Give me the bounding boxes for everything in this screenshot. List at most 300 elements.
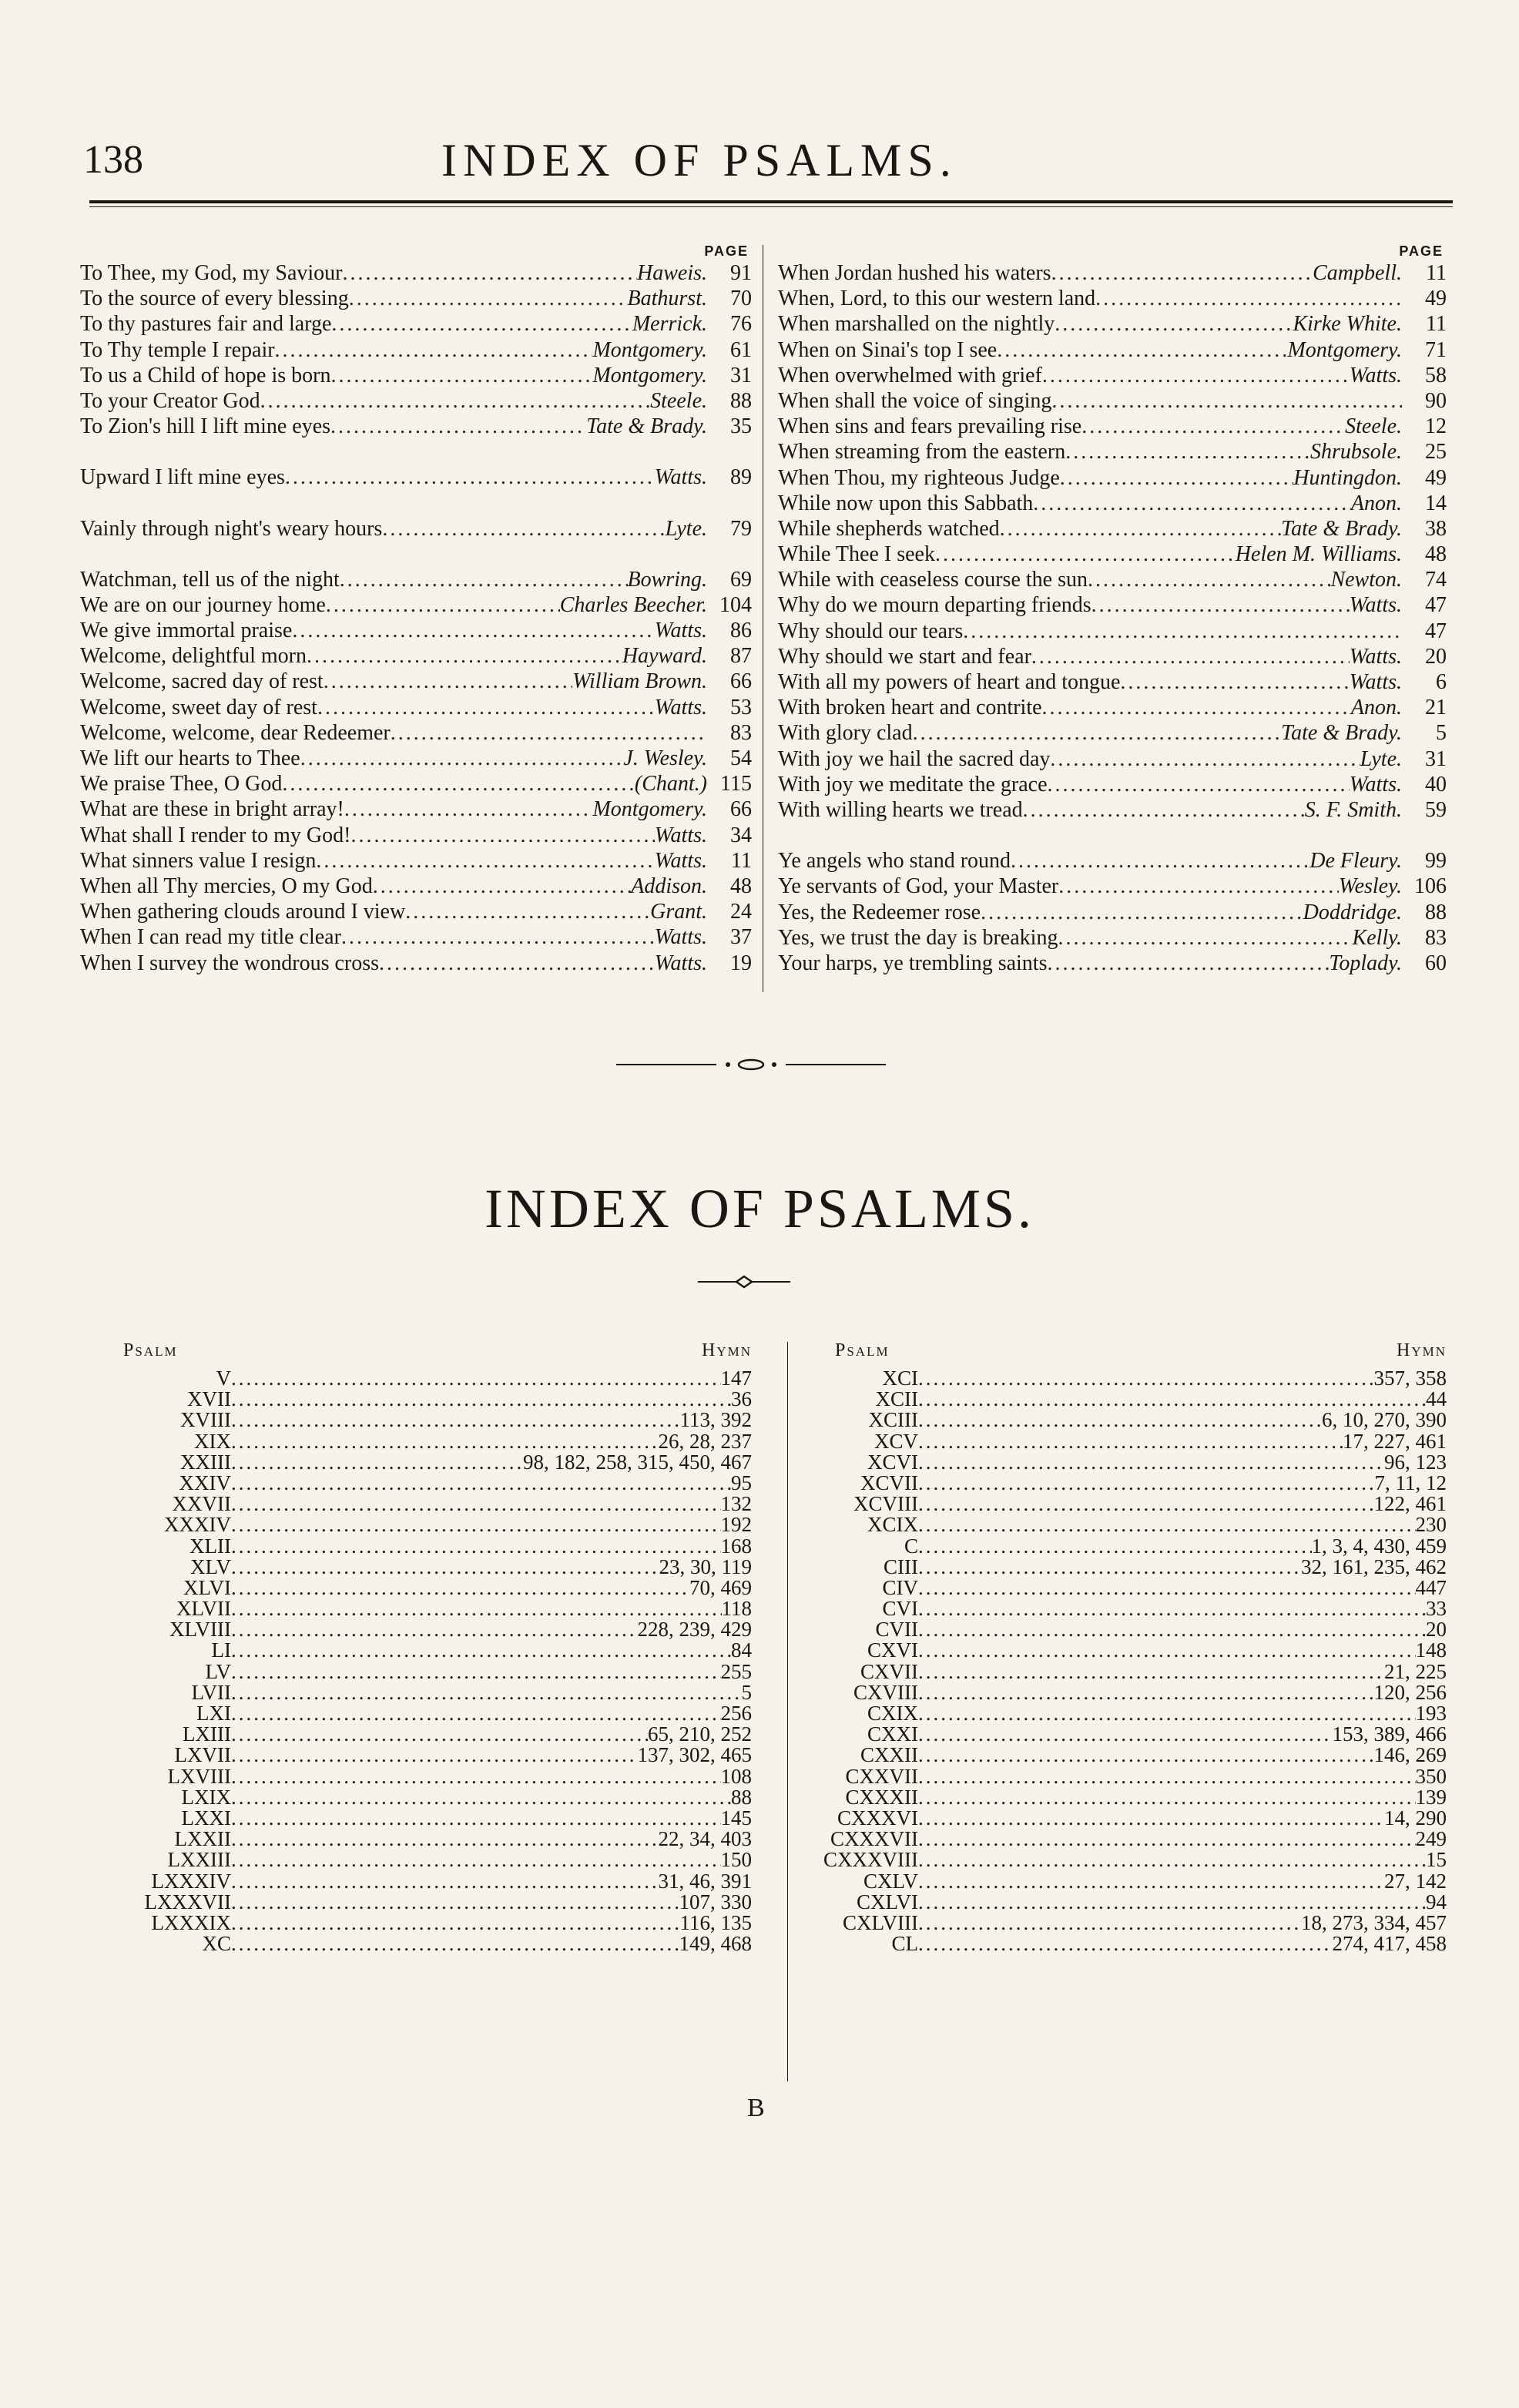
leader-dots bbox=[275, 337, 593, 363]
entry-author: Bowring. bbox=[627, 567, 707, 592]
entry-first-line: With glory clad bbox=[778, 721, 913, 746]
leader-dots bbox=[918, 1787, 1416, 1808]
leader-dots bbox=[231, 1662, 721, 1682]
leader-dots bbox=[997, 337, 1287, 363]
psalm-row bbox=[123, 1514, 752, 1535]
section-ornament bbox=[616, 1057, 886, 1072]
psalm-row bbox=[123, 1892, 752, 1913]
psalm-row bbox=[772, 1578, 1447, 1598]
leader-dots bbox=[1095, 286, 1402, 311]
hymn-numbers: 27, 142 bbox=[1384, 1870, 1447, 1892]
hymn-numbers: 150 bbox=[720, 1850, 752, 1871]
entry-first-line: While with ceaseless course the sun bbox=[778, 568, 1088, 592]
index-entry bbox=[80, 311, 752, 337]
psalm-number: CXXXVI bbox=[837, 1807, 918, 1829]
psalm-row bbox=[772, 1494, 1447, 1514]
entry-first-line: When all Thy mercies, O my God bbox=[80, 874, 373, 898]
hymn-numbers: 33 bbox=[1426, 1598, 1447, 1620]
leader-dots bbox=[918, 1640, 1416, 1661]
leader-dots bbox=[231, 1619, 638, 1640]
entry-first-line: When shall the voice of singing bbox=[778, 388, 1052, 413]
entry-page: 11 bbox=[731, 848, 752, 873]
index-entry bbox=[778, 772, 1447, 797]
leader-dots bbox=[231, 1389, 731, 1410]
hymn-numbers: 146, 269 bbox=[1373, 1745, 1447, 1766]
psalm-number: XLVII bbox=[176, 1598, 231, 1620]
hymn-numbers: 148 bbox=[1415, 1640, 1447, 1662]
entry-page: 19 bbox=[730, 951, 752, 975]
hymn-numbers: 255 bbox=[720, 1661, 752, 1682]
entry-author: Watts. bbox=[654, 619, 707, 643]
psalm-number: CVI bbox=[882, 1598, 918, 1620]
psalm-number: CXXXVII bbox=[830, 1829, 918, 1850]
psalm-number: LXXIII bbox=[167, 1850, 231, 1871]
index-entry bbox=[778, 619, 1447, 644]
leader-dots bbox=[1055, 311, 1293, 337]
index-entry bbox=[80, 848, 752, 874]
psalm-number: LXXXIV bbox=[151, 1870, 231, 1892]
psalm-number: XIX bbox=[194, 1430, 231, 1452]
entry-page: 49 bbox=[1425, 465, 1447, 490]
leader-dots bbox=[918, 1892, 1426, 1913]
psalm-row bbox=[772, 1808, 1447, 1829]
psalm-number: LXXII bbox=[174, 1829, 231, 1850]
entry-first-line: With all my powers of heart and tongue bbox=[778, 670, 1121, 694]
entry-page: 25 bbox=[1425, 440, 1447, 464]
entry-author: Watts. bbox=[1349, 363, 1402, 387]
index-entry bbox=[778, 414, 1447, 439]
entry-author: Watts. bbox=[654, 695, 707, 719]
entry-page: 74 bbox=[1425, 568, 1447, 592]
psalm-row bbox=[772, 1389, 1447, 1410]
leader-dots bbox=[918, 1389, 1426, 1410]
entry-author: Lyte. bbox=[1360, 746, 1402, 771]
entry-gap bbox=[80, 439, 752, 464]
leader-dots bbox=[231, 1766, 721, 1787]
page-header bbox=[83, 137, 1454, 191]
hymn-numbers: 18, 273, 334, 457 bbox=[1301, 1912, 1447, 1934]
leader-dots bbox=[282, 771, 635, 797]
leader-dots bbox=[307, 643, 622, 669]
psalm-row bbox=[772, 1933, 1447, 1954]
index-entry bbox=[778, 874, 1447, 899]
psalm-row bbox=[772, 1766, 1447, 1787]
psalm-number: LXVIII bbox=[167, 1766, 231, 1787]
index-entry bbox=[80, 951, 752, 976]
leader-dots bbox=[331, 311, 632, 337]
index-entry bbox=[778, 592, 1447, 618]
leader-dots bbox=[918, 1682, 1374, 1703]
index-entry bbox=[80, 643, 752, 669]
psalm-row bbox=[772, 1473, 1447, 1494]
entry-page: 90 bbox=[1425, 388, 1447, 413]
signature-mark: B bbox=[747, 2094, 765, 2122]
entry-author: Watts. bbox=[654, 465, 707, 490]
psalm-number: XVIII bbox=[180, 1410, 231, 1431]
leader-dots bbox=[340, 567, 628, 592]
psalm-row bbox=[772, 1368, 1447, 1389]
entry-author: Watts. bbox=[1349, 644, 1402, 669]
entry-first-line: When I can read my title clear bbox=[80, 925, 341, 950]
psalm-left-list bbox=[123, 1368, 752, 1954]
psalm-right-list bbox=[772, 1368, 1447, 1954]
entry-first-line: To Thy temple I repair bbox=[80, 337, 275, 362]
entry-gap bbox=[80, 491, 752, 516]
entry-first-line: Ye angels who stand round bbox=[778, 849, 1011, 874]
entry-page: 38 bbox=[1425, 516, 1447, 541]
leader-dots bbox=[1120, 669, 1349, 695]
leader-dots bbox=[1051, 260, 1313, 286]
entry-author: Shrubsole. bbox=[1310, 440, 1402, 464]
psalm-row bbox=[123, 1598, 752, 1619]
leader-dots bbox=[918, 1829, 1416, 1850]
hymn-numbers: 249 bbox=[1415, 1829, 1447, 1850]
leader-dots bbox=[344, 797, 593, 822]
leader-dots bbox=[1042, 695, 1351, 720]
title-ornament bbox=[698, 1274, 790, 1290]
psalm-number: XXIII bbox=[180, 1451, 231, 1473]
entry-first-line: With willing hearts we tread bbox=[778, 797, 1023, 822]
index-entry bbox=[80, 823, 752, 848]
hymn-numbers: 350 bbox=[1415, 1766, 1447, 1787]
psalm-number: XVII bbox=[187, 1389, 231, 1410]
entry-author: Haweis. bbox=[637, 261, 707, 285]
entry-author: De Fleury. bbox=[1309, 849, 1402, 874]
hymn-numbers: 94 bbox=[1426, 1891, 1447, 1913]
entry-page: 40 bbox=[1425, 772, 1447, 797]
leader-dots bbox=[1023, 797, 1305, 823]
entry-first-line: To your Creator God bbox=[80, 388, 260, 413]
leader-dots bbox=[918, 1578, 1416, 1598]
entry-author: Watts. bbox=[654, 951, 707, 975]
leader-dots bbox=[918, 1410, 1322, 1430]
entry-page: 6 bbox=[1436, 670, 1447, 694]
hymn-numbers: 120, 256 bbox=[1373, 1682, 1447, 1703]
running-title: INDEX OF PSALMS. bbox=[441, 135, 957, 186]
entry-author: Watts. bbox=[1349, 593, 1402, 618]
psalm-index-left-column bbox=[123, 1340, 752, 1954]
psalm-number: CXXXII bbox=[845, 1786, 918, 1808]
psalm-row bbox=[772, 1431, 1447, 1452]
leader-dots bbox=[324, 669, 573, 694]
hymn-numbers: 95 bbox=[731, 1472, 752, 1494]
leader-dots bbox=[373, 874, 631, 899]
psalm-row bbox=[772, 1452, 1447, 1473]
psalm-number: CXXI bbox=[867, 1724, 918, 1746]
psalm-number: LXIX bbox=[181, 1786, 231, 1808]
hymn-numbers: 122, 461 bbox=[1373, 1494, 1447, 1515]
entry-first-line: Your harps, ye trembling saints bbox=[778, 951, 1048, 975]
index-entry bbox=[778, 644, 1447, 669]
leader-dots bbox=[231, 1745, 638, 1766]
index-entry bbox=[778, 797, 1447, 823]
entry-page: 11 bbox=[1426, 261, 1447, 285]
entry-author: Kelly. bbox=[1352, 925, 1402, 950]
entry-first-line: With broken heart and contrite bbox=[778, 696, 1042, 720]
index-entry bbox=[778, 388, 1447, 414]
psalm-number: XCV bbox=[874, 1430, 918, 1452]
entry-author: Merrick. bbox=[632, 312, 707, 337]
hymn-numbers: 139 bbox=[1415, 1786, 1447, 1808]
index-entry bbox=[778, 465, 1447, 491]
psalm-number: CIV bbox=[882, 1577, 918, 1599]
entry-page: 69 bbox=[730, 567, 752, 592]
psalm-index-title: INDEX OF PSALMS. bbox=[484, 1178, 1035, 1239]
leader-dots bbox=[1058, 925, 1352, 951]
psalm-row bbox=[772, 1745, 1447, 1766]
entry-page: 31 bbox=[730, 363, 752, 387]
entry-author: Tate & Brady. bbox=[1281, 721, 1402, 746]
hymn-header: Hymn bbox=[1396, 1340, 1447, 1360]
entry-gap bbox=[778, 823, 1447, 848]
hymn-numbers: 1, 3, 4, 430, 459 bbox=[1311, 1535, 1447, 1557]
index-entry bbox=[80, 746, 752, 771]
entry-author: Hayward. bbox=[622, 644, 707, 669]
leader-dots bbox=[231, 1598, 722, 1619]
psalm-row bbox=[123, 1368, 752, 1389]
entry-author: Huntingdon. bbox=[1293, 465, 1402, 490]
leader-dots bbox=[918, 1766, 1416, 1787]
leader-dots bbox=[330, 414, 586, 439]
index-entry bbox=[80, 720, 752, 746]
leader-dots bbox=[918, 1598, 1426, 1619]
entry-page: 34 bbox=[730, 823, 752, 847]
entry-first-line: Ye servants of God, your Master bbox=[778, 874, 1059, 899]
leader-dots bbox=[1050, 746, 1360, 772]
leader-dots bbox=[350, 823, 654, 848]
entry-author: Steele. bbox=[650, 388, 707, 413]
leader-dots bbox=[918, 1703, 1416, 1724]
header-rule-thin bbox=[89, 206, 1453, 207]
entry-page: 53 bbox=[730, 695, 752, 719]
psalm-column-headers bbox=[123, 1340, 752, 1368]
index-entry bbox=[778, 337, 1447, 363]
psalm-number: XCIX bbox=[867, 1514, 918, 1536]
leader-dots bbox=[1031, 644, 1350, 669]
leader-dots bbox=[918, 1745, 1374, 1766]
psalm-number: CIII bbox=[884, 1556, 918, 1578]
entry-first-line: To us a Child of hope is born bbox=[80, 363, 331, 387]
entry-page: 99 bbox=[1425, 849, 1447, 874]
hymn-header: Hymn bbox=[701, 1340, 752, 1360]
leader-dots bbox=[918, 1871, 1384, 1892]
entry-page: 79 bbox=[730, 516, 752, 541]
leader-dots bbox=[918, 1368, 1374, 1389]
entry-page: 47 bbox=[1425, 619, 1447, 643]
leader-dots bbox=[330, 363, 592, 388]
index-entry bbox=[80, 797, 752, 822]
hymn-numbers: 88 bbox=[731, 1786, 752, 1808]
page-column-label: PAGE bbox=[704, 243, 749, 259]
index-entry bbox=[778, 746, 1447, 772]
leader-dots bbox=[981, 900, 1303, 925]
leader-dots bbox=[918, 1933, 1333, 1954]
leader-dots bbox=[918, 1619, 1426, 1640]
leader-dots bbox=[231, 1913, 680, 1933]
leader-dots bbox=[231, 1892, 679, 1913]
entry-page: 115 bbox=[720, 772, 752, 797]
leader-dots bbox=[326, 592, 560, 618]
entry-page: 37 bbox=[730, 925, 752, 950]
psalm-number: XCVII bbox=[860, 1472, 918, 1494]
hymn-numbers: 7, 11, 12 bbox=[1374, 1472, 1447, 1494]
entry-author: Bathurst. bbox=[627, 287, 707, 311]
first-lines-right-column bbox=[778, 243, 1447, 976]
entry-first-line: We lift our hearts to Thee bbox=[80, 746, 300, 770]
entry-page: 87 bbox=[730, 644, 752, 669]
hymn-numbers: 357, 358 bbox=[1373, 1368, 1447, 1390]
leader-dots bbox=[963, 619, 1402, 644]
entry-page: 21 bbox=[1425, 696, 1447, 720]
entry-author: Toplady. bbox=[1329, 951, 1402, 975]
psalm-row bbox=[772, 1787, 1447, 1808]
psalm-row bbox=[772, 1410, 1447, 1430]
index-entry bbox=[778, 848, 1447, 874]
entry-first-line: When, Lord, to this our western land bbox=[778, 287, 1096, 311]
leader-dots bbox=[1091, 592, 1350, 618]
leader-dots bbox=[1048, 772, 1350, 797]
entry-first-line: When Thou, my righteous Judge bbox=[778, 465, 1060, 490]
psalm-number: XCIII bbox=[868, 1410, 918, 1431]
hymn-numbers: 132 bbox=[720, 1494, 752, 1515]
psalm-row bbox=[772, 1536, 1447, 1557]
page-column-label: PAGE bbox=[1399, 243, 1444, 259]
entry-author: Watts. bbox=[654, 925, 707, 950]
index-entry bbox=[80, 516, 752, 542]
psalm-row bbox=[772, 1724, 1447, 1745]
index-entry bbox=[80, 337, 752, 363]
psalm-row bbox=[123, 1724, 752, 1745]
entry-author: Lyte. bbox=[665, 516, 707, 541]
entry-page: 14 bbox=[1425, 491, 1447, 515]
leader-dots bbox=[349, 286, 628, 311]
entry-page: 106 bbox=[1414, 874, 1447, 899]
psalm-number: CXVII bbox=[860, 1661, 918, 1682]
leader-dots bbox=[918, 1452, 1384, 1473]
psalm-number: CL bbox=[891, 1933, 918, 1955]
entry-first-line: When overwhelmed with grief bbox=[778, 363, 1042, 387]
entry-page: 76 bbox=[730, 312, 752, 337]
psalm-number: XCVIII bbox=[853, 1494, 918, 1515]
psalm-number: LXVII bbox=[174, 1745, 231, 1766]
leader-dots bbox=[231, 1431, 659, 1452]
index-entry bbox=[778, 542, 1447, 567]
psalm-row bbox=[772, 1598, 1447, 1619]
entry-first-line: When sins and fears prevailing rise bbox=[778, 414, 1082, 439]
header-rule bbox=[89, 200, 1453, 203]
leader-dots bbox=[342, 260, 637, 286]
entry-first-line: To the source of every blessing bbox=[80, 287, 349, 311]
index-entry bbox=[80, 618, 752, 643]
leader-dots bbox=[918, 1808, 1384, 1829]
entry-page: 5 bbox=[1436, 721, 1447, 746]
psalm-row bbox=[772, 1514, 1447, 1535]
entry-page: 35 bbox=[730, 414, 752, 439]
psalm-number: XXIV bbox=[179, 1472, 231, 1494]
entry-author: Montgomery. bbox=[592, 797, 707, 822]
psalm-row bbox=[123, 1933, 752, 1954]
psalm-row bbox=[772, 1871, 1447, 1892]
hymn-numbers: 274, 417, 458 bbox=[1332, 1933, 1447, 1955]
psalm-row bbox=[123, 1787, 752, 1808]
index-entry bbox=[778, 260, 1447, 286]
entry-author: Watts. bbox=[1349, 772, 1402, 797]
hymn-numbers: 147 bbox=[720, 1368, 752, 1390]
hymn-numbers: 17, 227, 461 bbox=[1343, 1430, 1447, 1452]
entry-gap bbox=[80, 542, 752, 567]
psalm-row bbox=[772, 1640, 1447, 1661]
entry-author: Montgomery. bbox=[592, 337, 707, 362]
psalm-number: CXLVI bbox=[856, 1891, 918, 1913]
first-lines-left-column bbox=[80, 243, 752, 976]
psalm-number: CXIX bbox=[867, 1703, 918, 1725]
leader-dots bbox=[231, 1682, 742, 1703]
psalm-number: XLVIII bbox=[169, 1619, 231, 1641]
psalm-number: CXLV bbox=[863, 1870, 918, 1892]
entry-page: 58 bbox=[1425, 363, 1447, 387]
leader-dots bbox=[231, 1850, 721, 1870]
entry-page: 31 bbox=[1425, 746, 1447, 771]
psalm-row bbox=[123, 1745, 752, 1766]
leader-dots bbox=[918, 1473, 1375, 1494]
leader-dots bbox=[918, 1431, 1343, 1452]
entry-first-line: Yes, we trust the day is breaking bbox=[778, 925, 1058, 950]
entry-first-line: When on Sinai's top I see bbox=[778, 337, 998, 362]
psalm-number: CXXII bbox=[860, 1745, 918, 1766]
entry-page: 66 bbox=[730, 669, 752, 694]
leader-dots bbox=[935, 542, 1236, 567]
psalm-row bbox=[123, 1557, 752, 1578]
leader-dots bbox=[317, 695, 655, 720]
index-entry bbox=[80, 464, 752, 490]
psalm-row bbox=[123, 1536, 752, 1557]
leader-dots bbox=[1047, 951, 1329, 976]
leader-dots bbox=[1042, 363, 1350, 388]
entry-first-line: Vainly through night's weary hours bbox=[80, 516, 383, 541]
leader-dots bbox=[231, 1871, 659, 1892]
leader-dots bbox=[292, 618, 654, 643]
entry-page: 104 bbox=[719, 592, 752, 617]
hymn-numbers: 137, 302, 465 bbox=[637, 1745, 752, 1766]
psalm-header: Psalm bbox=[123, 1340, 178, 1360]
psalm-number: LV bbox=[205, 1661, 231, 1682]
psalm-row bbox=[123, 1640, 752, 1661]
entry-author: Tate & Brady. bbox=[1281, 516, 1402, 541]
entry-page: 48 bbox=[730, 874, 752, 898]
hymn-numbers: 65, 210, 252 bbox=[648, 1724, 752, 1746]
entry-page: 88 bbox=[730, 388, 752, 413]
hymn-numbers: 15 bbox=[1426, 1850, 1447, 1871]
hymn-numbers: 230 bbox=[1415, 1514, 1447, 1536]
psalm-number: LXXXIX bbox=[151, 1912, 231, 1934]
entry-page: 88 bbox=[1425, 900, 1447, 924]
entry-page: 91 bbox=[730, 261, 752, 285]
psalm-number: CXLVIII bbox=[843, 1912, 918, 1934]
hymn-numbers: 108 bbox=[720, 1766, 752, 1787]
leader-dots bbox=[918, 1913, 1301, 1933]
entry-author: Charles Beecher. bbox=[559, 592, 707, 617]
index-entry bbox=[80, 924, 752, 950]
leader-dots bbox=[260, 388, 651, 414]
entry-first-line: To Zion's hill I lift mine eyes bbox=[80, 414, 331, 439]
entry-first-line: What sinners value I resign bbox=[80, 848, 317, 873]
psalm-column-headers bbox=[772, 1340, 1447, 1368]
first-lines-left-list bbox=[80, 260, 752, 976]
hymn-numbers: 192 bbox=[720, 1514, 752, 1536]
leader-dots bbox=[918, 1724, 1333, 1745]
psalm-number: XXVII bbox=[172, 1494, 231, 1515]
leader-dots bbox=[382, 516, 665, 542]
